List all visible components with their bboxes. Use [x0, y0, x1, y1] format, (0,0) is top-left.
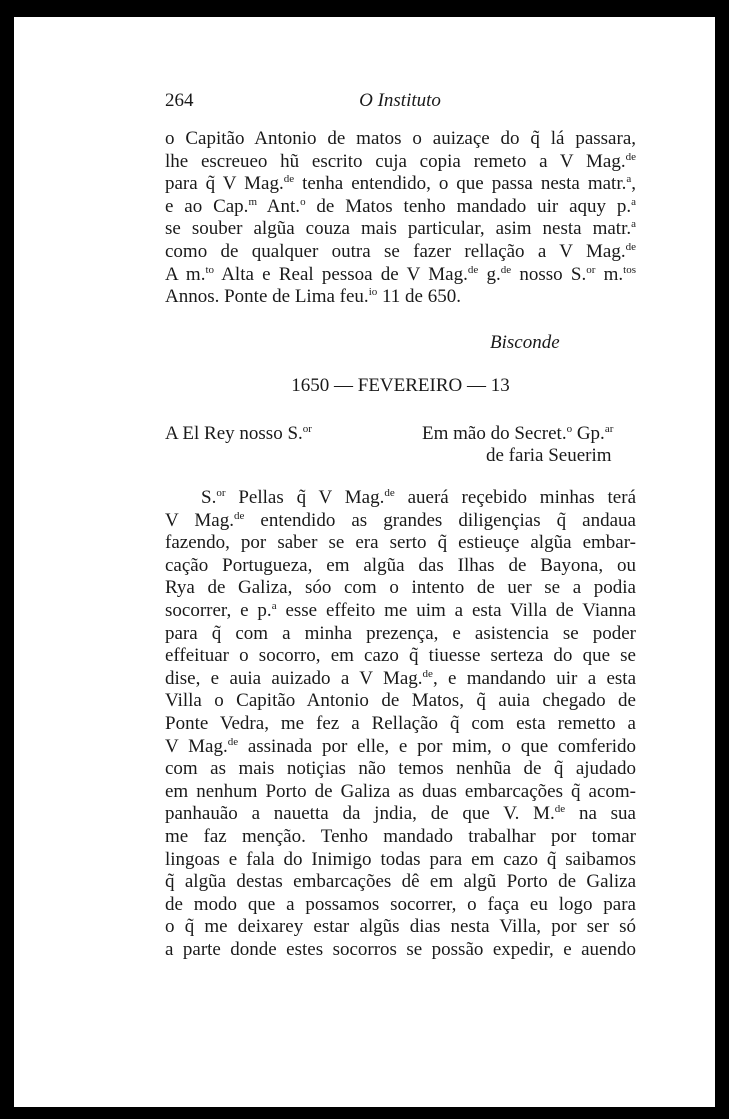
- text-line: o Capitão Antonio de matos o auizaçe do q̃ lá passara,: [165, 128, 636, 149]
- text-line: a parte donde estes socorros se possão expedir, e auendo: [165, 938, 636, 960]
- scan-border-right: [715, 0, 729, 1119]
- text-line: S.$^{or}$ Pellas q̃ V Mag.$^{de}$ auerá reçebido minhas terá: [201, 487, 636, 508]
- scan-border-bottom: [0, 1107, 729, 1119]
- text-line: para q̃ V Mag.$^{de}$ tenha entendido, o que passa nesta matr.$^a$,: [165, 173, 636, 195]
- text-line: para q̃ com a minha prezença, e asistencia se poder: [165, 622, 636, 644]
- text-line: Ponte Vedra, me fez a Rellação q̃ com esta remetto a: [165, 712, 636, 734]
- text-line: Rya de Galiza, sóo com o intento de uer se a podia: [165, 577, 636, 599]
- text-line: de modo que a possamos socorrer, o faça eu logo para: [165, 893, 636, 915]
- running-title: O Instituto: [359, 90, 441, 111]
- sender-block: [422, 423, 613, 467]
- addressee: A El Rey nosso S.$^{or}$: [165, 423, 312, 444]
- signature: Bisconde: [490, 332, 560, 353]
- text-line: lingoas e fala do Inimigo todas para em cazo q̃ saibamos: [165, 848, 636, 870]
- letter-date-heading: 1650 — FEVEREIRO — 13: [291, 375, 510, 396]
- text-line: panhauão a nauetta da jndia, de que V. M.$^{de}$ na sua: [165, 803, 636, 825]
- text-line: o q̃ me deixarey estar algũs dias nesta Villa, por ser só: [165, 916, 636, 938]
- text-line: em nenhum Porto de Galiza as duas embarcações q̃ acom-: [165, 780, 636, 802]
- scan-border-top: [0, 0, 729, 17]
- text-line: socorrer, e p.$^a$ esse effeito me uim a esta Villa de Vianna: [165, 599, 636, 621]
- text-line: effeituar o socorro, em cazo q̃ tiuesse serteza do que se: [165, 645, 636, 667]
- page-number: 264: [165, 90, 194, 111]
- text-line: Annos. Ponte de Lima feu.$^{io}$ 11 de 650.: [165, 286, 461, 308]
- text-line: fazendo, por saber se era serto q̃ estieuçe algũa embar-: [165, 532, 636, 554]
- text-line: como de qualquer outra se fazer rellação a V Mag.$^{de}$: [165, 240, 636, 262]
- letter-body: [165, 487, 636, 961]
- text-line: A m.$^{to}$ Alta e Real pessoa de V Mag.$^{de}$ g.$^{de}$ nosso S.$^{or}$ m.$^{tos}$: [165, 263, 637, 285]
- text-line: me faz menção. Tenho mandado trabalhar por tomar: [165, 825, 636, 847]
- text-line: V Mag.$^{de}$ assinada por elle, e por mim, o que comferido: [165, 735, 636, 757]
- text-line: com as mais notiçias não temos nenhũa de q̃ ajudado: [165, 758, 636, 780]
- text-line: V Mag.$^{de}$ entendido as grandes diligençias q̃ andaua: [165, 509, 636, 531]
- sender-line: de faria Seuerim: [486, 445, 612, 466]
- text-line: Villa o Capitão Antonio de Matos, q̃ auia chegado de: [165, 690, 636, 712]
- sender-line: Em mão do Secret.$^o$ Gp.$^{ar}$: [422, 423, 614, 444]
- text-line: lhe escreueo hũ escrito cuja copia remeto a V Mag.$^{de}$: [165, 150, 636, 172]
- text-line: dise, e auia auizado a V Mag.$^{de}$, e mandando uir a esta: [165, 667, 636, 689]
- scan-border-left: [0, 0, 14, 1119]
- text-line: cação Portugueza, em algũa das Ilhas de Bayona, ou: [165, 554, 636, 576]
- page-header: [165, 90, 635, 116]
- text-line: e ao Cap.$^m$ Ant.$^o$ de Matos tenho mandado uir aquy p.$^a$: [165, 195, 636, 217]
- intro-paragraph: [165, 128, 636, 309]
- text-line: q̃ algũa destas embarcações dê em algũ Porto de Galiza: [165, 871, 636, 893]
- text-line: se souber algũa couza mais particular, asim nesta matr.$^a$: [165, 218, 636, 240]
